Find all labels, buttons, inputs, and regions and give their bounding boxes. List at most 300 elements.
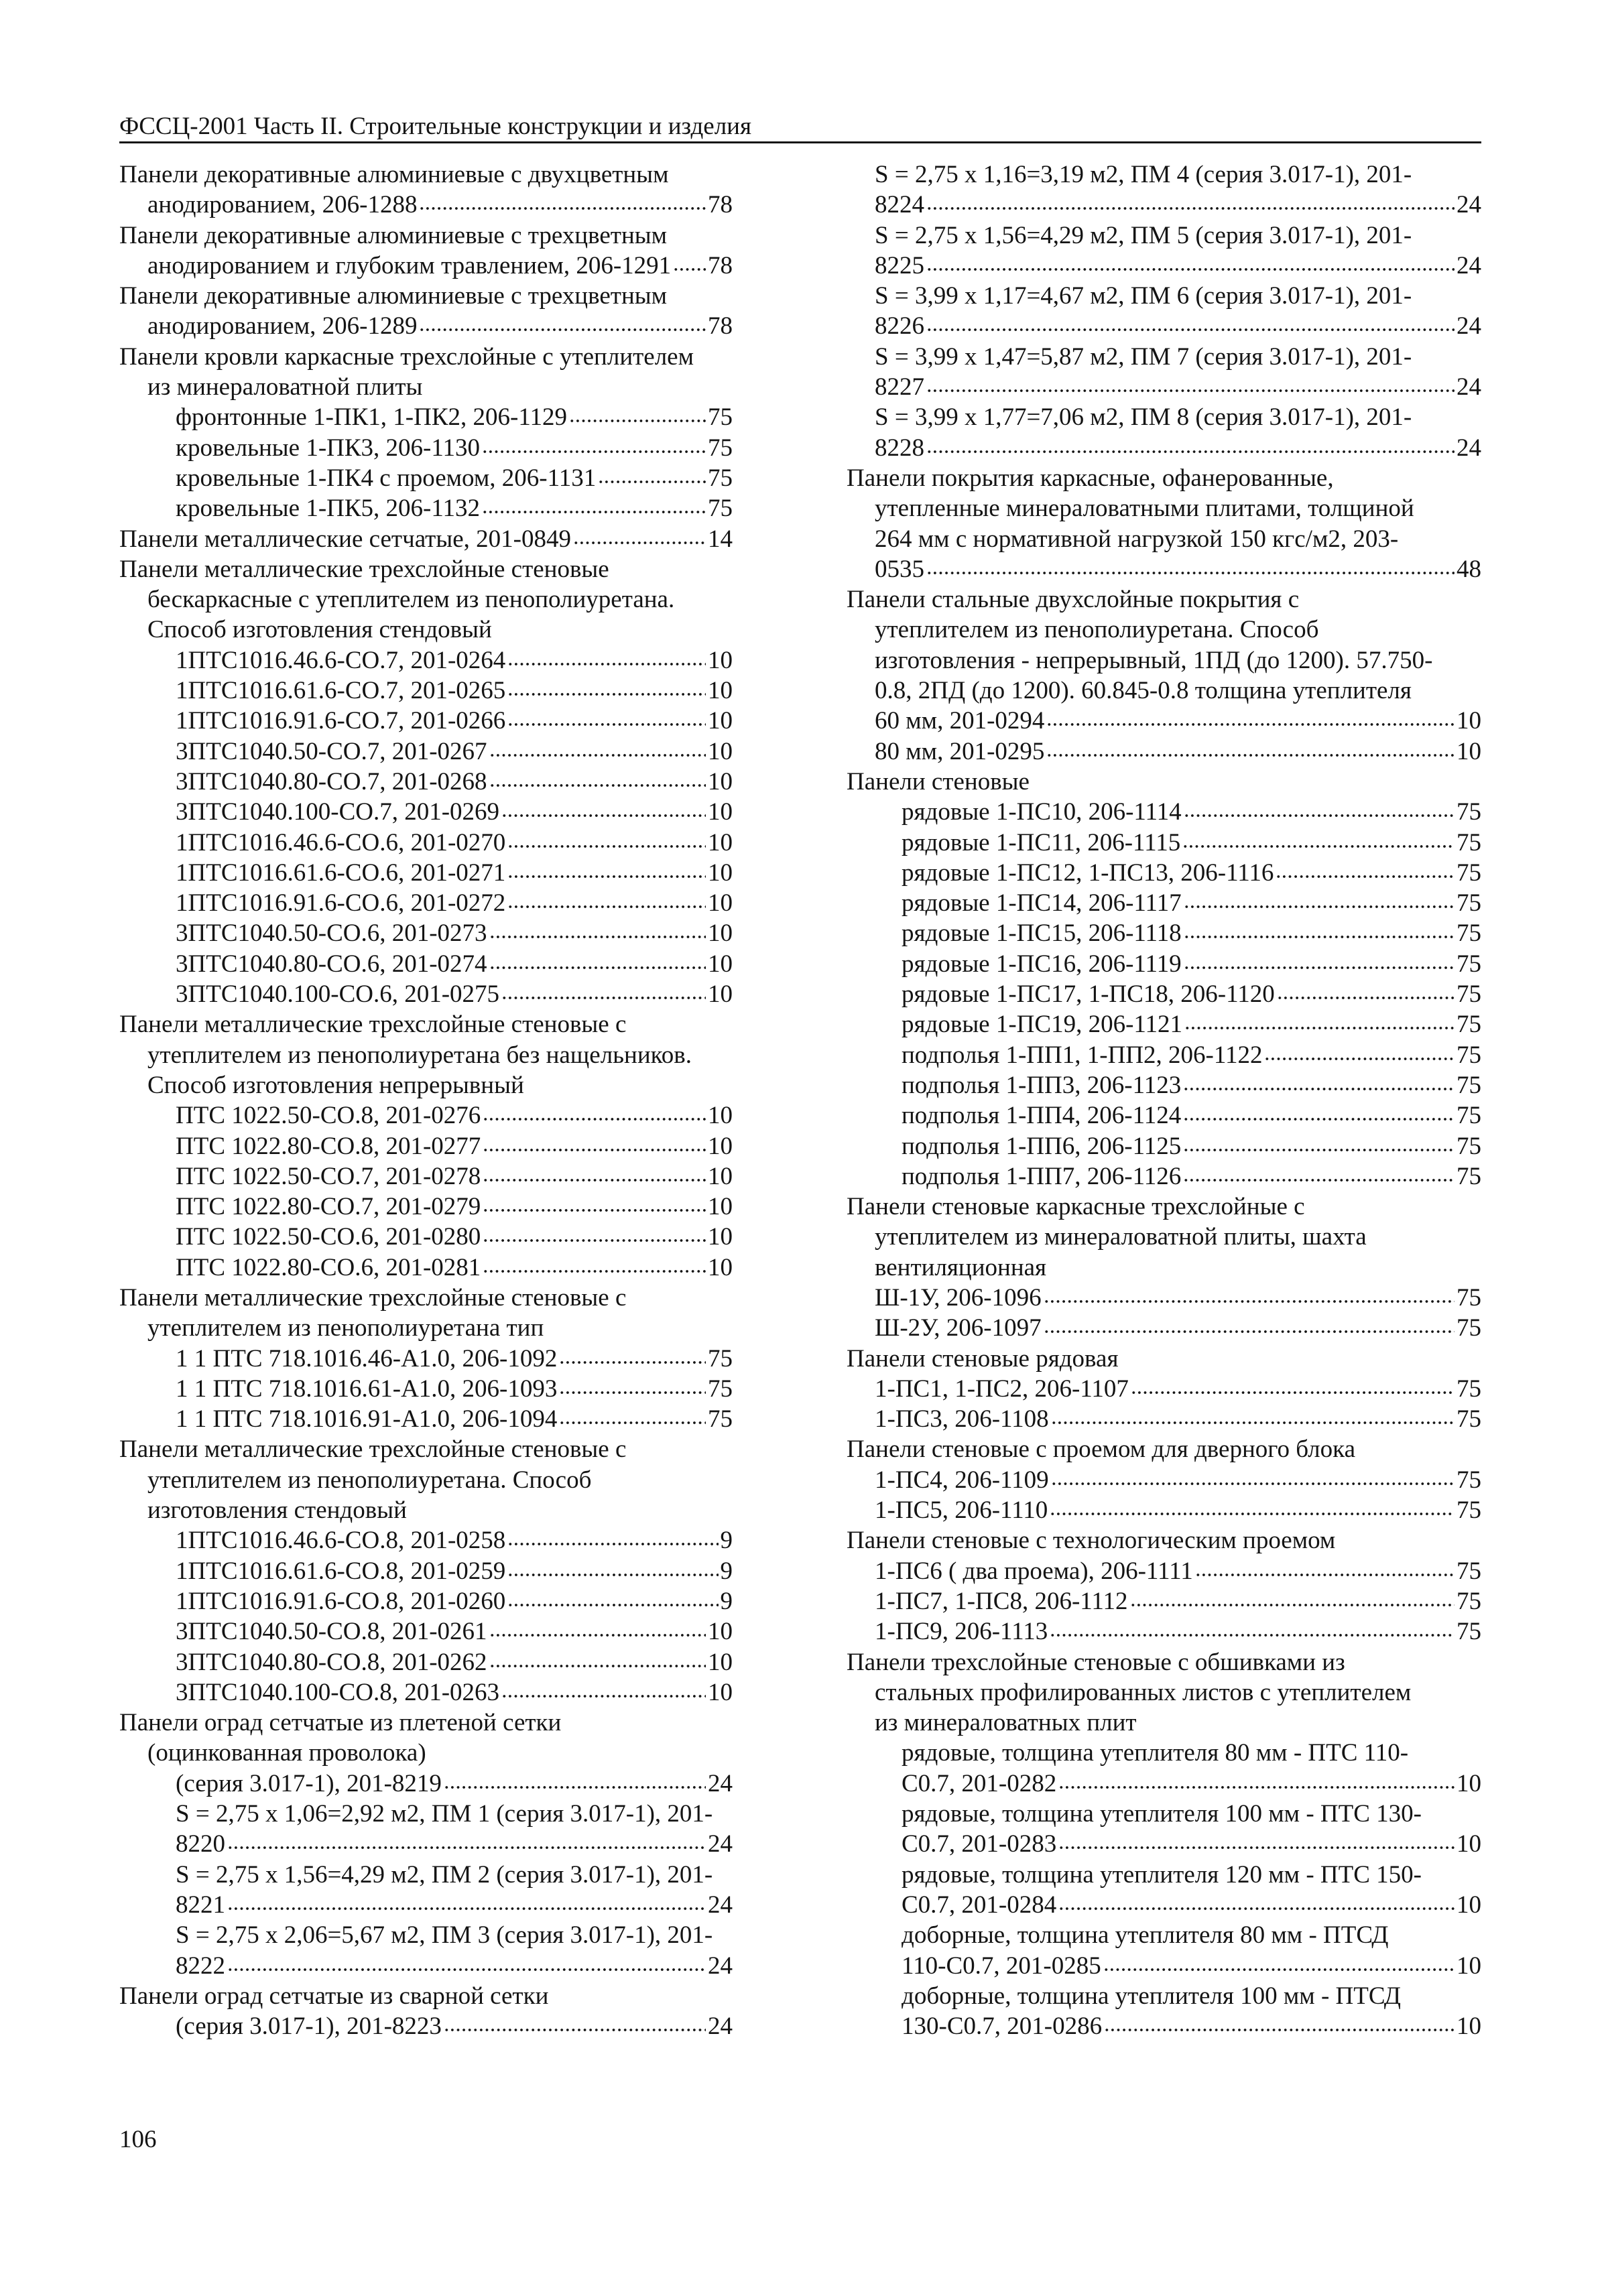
dot-leader [507, 723, 706, 726]
entry-text: Панели металлические трехслойные стеновые с [119, 1011, 627, 1039]
entry-page-number: 75 [1457, 1466, 1481, 1494]
entry-page-number: 75 [1457, 1375, 1481, 1403]
entry-text: 1ПТС1016.91.6-СО.8, 201-0260 [176, 1587, 506, 1615]
entry-text: 3ПТС1040.80-СО.6, 201-0274 [176, 950, 487, 978]
entry-text: 8228 [875, 434, 924, 462]
index-entry [847, 251, 1481, 281]
entry-page-number: 24 [708, 1952, 733, 1980]
entry-text: 1ПТС1016.46.6-СО.6, 201-0270 [176, 828, 506, 856]
index-entry [119, 1009, 733, 1039]
index-entry [847, 1829, 1481, 1859]
entry-text: 1-ПС1, 1-ПС2, 206-1107 [875, 1375, 1129, 1403]
entry-page-number: 24 [708, 1830, 733, 1858]
index-entry [119, 251, 733, 281]
entry-page-number: 75 [1457, 950, 1481, 978]
index-entry [119, 1890, 733, 1920]
dot-leader [482, 450, 706, 453]
index-entry [119, 1344, 733, 1374]
dot-leader [483, 1149, 706, 1151]
entry-text: анодированием, 206-1288 [147, 191, 418, 219]
index-entry [847, 2011, 1481, 2041]
dot-leader [1058, 1786, 1455, 1789]
dot-leader [1184, 966, 1455, 969]
entry-text: 0535 [875, 555, 924, 583]
entry-text: S = 2,75 х 1,06=2,92 м2, ПМ 1 (серия 3.017-1), 201- [176, 1800, 713, 1828]
dot-leader [419, 207, 706, 210]
dot-leader [1184, 1027, 1455, 1029]
entry-text: 8226 [875, 312, 924, 340]
dot-leader [501, 997, 706, 999]
entry-text: ПТС 1022.80-СО.7, 201-0279 [176, 1193, 481, 1221]
dot-leader [489, 784, 706, 787]
entry-text: из минераловатных плит [875, 1709, 1137, 1737]
index-entry [119, 645, 733, 676]
index-entry [119, 1253, 733, 1283]
index-entry [119, 797, 733, 827]
entry-page-number: 10 [708, 707, 733, 735]
index-entry [119, 1040, 733, 1070]
entry-text: Панели металлические трехслойные стеновые с [119, 1283, 627, 1312]
index-entry [119, 949, 733, 979]
entry-text: 130-С0.7, 201-0286 [902, 2013, 1103, 2041]
entry-text: 8222 [176, 1952, 225, 1980]
index-entry [847, 1131, 1481, 1161]
entry-text: стальных профилированных листов с утеплителем [875, 1678, 1412, 1706]
entry-text: рядовые 1-ПС16, 206-1119 [902, 950, 1182, 978]
dot-leader [227, 1968, 706, 1971]
dot-leader [1184, 936, 1455, 938]
index-entry [119, 1677, 733, 1708]
index-entry [847, 1192, 1481, 1222]
entry-page-number: 10 [708, 1193, 733, 1221]
dot-leader [1183, 1179, 1455, 1182]
dot-leader [1183, 1088, 1455, 1090]
entry-page-number: 10 [708, 1678, 733, 1706]
entry-page-number: 75 [1457, 1405, 1481, 1433]
entry-text: изготовления - непрерывный, 1ПД (до 1200). 57.750- [875, 646, 1433, 674]
index-entry [119, 1192, 733, 1222]
index-entry [119, 1313, 733, 1343]
entry-text: вентиляционная [875, 1253, 1047, 1281]
dot-leader [1044, 1300, 1455, 1303]
entry-text: анодированием, 206-1289 [147, 312, 418, 340]
entry-text: 1 1 ПТС 718.1016.61-А1.0, 206-1093 [176, 1375, 558, 1403]
index-entry [847, 1647, 1481, 1677]
index-entry [847, 828, 1481, 858]
entry-text: ПТС 1022.80-СО.6, 201-0281 [176, 1253, 481, 1281]
index-entry [119, 676, 733, 706]
entry-page-number: 24 [708, 1891, 733, 1919]
dot-leader [1050, 1634, 1455, 1637]
index-entry [119, 372, 733, 402]
entry-text: рядовые, толщина утеплителя 80 мм - ПТС 110- [902, 1739, 1409, 1767]
entry-page-number: 10 [1457, 707, 1481, 735]
dot-leader [1051, 1421, 1455, 1424]
entry-text: ПТС 1022.80-СО.8, 201-0277 [176, 1132, 481, 1160]
header-title: ФССЦ-2001 Часть II. Строительные конструкции и изделия [119, 113, 751, 140]
entry-text: утеплителем из пенополиуретана. Способ [875, 616, 1319, 644]
index-entry [847, 979, 1481, 1009]
dot-leader [489, 1634, 706, 1637]
entry-page-number: 24 [1457, 434, 1481, 462]
index-entry [847, 463, 1481, 493]
entry-page-number: 75 [708, 434, 733, 462]
entry-page-number: 10 [708, 919, 733, 948]
index-entry [119, 2011, 733, 2041]
dot-leader [419, 328, 706, 331]
index-entry [847, 493, 1481, 523]
entry-text: рядовые 1-ПС15, 206-1118 [902, 919, 1182, 948]
entry-page-number: 10 [708, 1648, 733, 1676]
entry-page-number: 10 [708, 1618, 733, 1646]
entry-text: (серия 3.017-1), 201-8223 [176, 2013, 442, 2041]
dot-leader [926, 207, 1455, 210]
index-entry [847, 1313, 1481, 1343]
index-entry [847, 1374, 1481, 1404]
entry-text: 1ПТС1016.46.6-СО.7, 201-0264 [176, 646, 506, 674]
entry-text: 8220 [176, 1830, 225, 1858]
entry-page-number: 10 [708, 798, 733, 826]
index-entry [847, 1769, 1481, 1799]
dot-leader [489, 754, 706, 757]
dot-leader [489, 966, 706, 969]
dot-leader [1131, 1391, 1455, 1394]
index-entry [847, 1981, 1481, 2011]
index-entry [119, 1434, 733, 1464]
index-entry [847, 1556, 1481, 1586]
dot-leader [1183, 1149, 1455, 1151]
index-entry [847, 1434, 1481, 1464]
index-entry [119, 1769, 733, 1799]
entry-page-number: 75 [1457, 1557, 1481, 1585]
index-entry [847, 797, 1481, 827]
index-entry [119, 888, 733, 918]
dot-leader [926, 268, 1455, 271]
dot-leader [507, 693, 706, 696]
entry-page-number: 24 [1457, 191, 1481, 219]
entry-text: рядовые 1-ПС12, 1-ПС13, 206-1116 [902, 858, 1274, 887]
index-entry [119, 1525, 733, 1555]
index-entry [119, 1647, 733, 1677]
entry-text: S = 3,99 х 1,77=7,06 м2, ПМ 8 (серия 3.017-1), 201- [875, 403, 1412, 432]
dot-leader [483, 1270, 706, 1273]
dot-leader [569, 420, 706, 422]
entry-text: Панели оград сетчатые из сварной сетки [119, 1982, 549, 2010]
dot-leader [1184, 905, 1455, 908]
entry-text: рядовые, толщина утеплителя 120 мм - ПТС 150- [902, 1860, 1422, 1889]
entry-text: (серия 3.017-1), 201-8219 [176, 1769, 442, 1797]
entry-page-number: 78 [708, 251, 733, 279]
index-entry [847, 1009, 1481, 1039]
index-entry [847, 615, 1481, 645]
entry-page-number: 10 [708, 1253, 733, 1281]
dot-leader [598, 481, 706, 483]
index-entry [847, 1495, 1481, 1525]
index-entry [847, 706, 1481, 736]
entry-text: 3ПТС1040.50-СО.7, 201-0267 [176, 737, 487, 765]
dot-leader [489, 1665, 706, 1667]
entry-text: Панели стальные двухслойные покрытия с [847, 586, 1300, 614]
entry-text: утеплителем из пенополиуретана без нащельников. [147, 1041, 692, 1069]
entry-text: 80 мм, 201-0295 [875, 737, 1045, 765]
dot-leader [926, 450, 1455, 453]
dot-leader [559, 1421, 706, 1424]
entry-text: S = 2,75 х 1,56=4,29 м2, ПМ 5 (серия 3.017-1), 201- [875, 221, 1412, 249]
entry-text: 1ПТС1016.46.6-СО.8, 201-0258 [176, 1527, 506, 1555]
entry-text: ПТС 1022.50-СО.7, 201-0278 [176, 1162, 481, 1190]
index-entry [119, 1829, 733, 1859]
entry-text: Панели стеновые рядовая [847, 1344, 1119, 1373]
index-entry [119, 1981, 733, 2011]
entry-text: 3ПТС1040.50-СО.6, 201-0273 [176, 919, 487, 948]
dot-leader [444, 2029, 706, 2031]
index-entry [119, 615, 733, 645]
entry-page-number: 10 [708, 980, 733, 1009]
entry-page-number: 9 [720, 1587, 733, 1615]
dot-leader [227, 1907, 706, 1910]
entry-text: Панели стеновые [847, 767, 1030, 795]
dot-leader [507, 845, 706, 848]
entry-page-number: 24 [708, 1769, 733, 1797]
entry-page-number: 10 [708, 858, 733, 887]
entry-page-number: 78 [708, 191, 733, 219]
index-entry [119, 858, 733, 888]
dot-leader [1195, 1574, 1455, 1576]
entry-text: Панели декоративные алюминиевые с трехцветным [119, 282, 668, 310]
index-entry [847, 1738, 1481, 1768]
index-entry [847, 281, 1481, 311]
index-entry [847, 858, 1481, 888]
entry-page-number: 75 [1457, 1162, 1481, 1190]
index-entry [119, 524, 733, 554]
entry-page-number: 75 [1457, 1071, 1481, 1099]
entry-text: доборные, толщина утеплителя 100 мм - ПТСД [902, 1982, 1401, 2010]
entry-text: 3ПТС1040.100-СО.8, 201-0263 [176, 1678, 500, 1706]
entry-page-number: 75 [1457, 1102, 1481, 1130]
entry-page-number: 75 [1457, 828, 1481, 856]
index-entry [847, 676, 1481, 706]
entry-text: Панели декоративные алюминиевые с трехцветным [119, 221, 668, 249]
index-entry [119, 1556, 733, 1586]
index-entry [119, 311, 733, 341]
index-entry [119, 1860, 733, 1890]
dot-leader [507, 875, 706, 878]
index-entry [847, 1860, 1481, 1890]
entry-text: рядовые 1-ПС19, 206-1121 [902, 1011, 1183, 1039]
entry-page-number: 24 [1457, 312, 1481, 340]
dot-leader [1050, 1513, 1455, 1515]
entry-page-number: 10 [1457, 2013, 1481, 2041]
index-entry [119, 463, 733, 493]
entry-text: 1ПТС1016.61.6-СО.7, 201-0265 [176, 677, 506, 705]
entry-text: 8224 [875, 191, 924, 219]
entry-text: доборные, толщина утеплителя 80 мм - ПТСД [902, 1921, 1389, 1950]
index-entry [847, 1708, 1481, 1738]
dot-leader [483, 1209, 706, 1212]
dot-leader [483, 1179, 706, 1182]
page-number: 106 [119, 2126, 157, 2153]
entry-text: рядовые 1-ПС17, 1-ПС18, 206-1120 [902, 980, 1275, 1009]
dot-leader [501, 1695, 706, 1698]
index-entry [119, 584, 733, 615]
entry-text: утепленные минераловатными плитами, толщиной [875, 495, 1414, 523]
index-entry [119, 1161, 733, 1192]
entry-text: 0.8, 2ПД (до 1200). 60.845-0.8 толщина утеплителя [875, 677, 1412, 705]
entry-page-number: 14 [708, 525, 733, 553]
running-header [119, 112, 1481, 143]
entry-page-number: 75 [1457, 858, 1481, 887]
entry-text: кровельные 1-ПК5, 206-1132 [176, 495, 480, 523]
entry-text: 110-С0.7, 201-0285 [902, 1952, 1101, 1980]
index-entry [119, 402, 733, 432]
index-entry [847, 524, 1481, 554]
entry-text: утеплителем из пенополиуретана тип [147, 1314, 544, 1342]
entry-page-number: 75 [1457, 980, 1481, 1009]
entry-page-number: 10 [1457, 1891, 1481, 1919]
index-entry [847, 767, 1481, 797]
index-entry [847, 1677, 1481, 1708]
entry-text: подполья 1-ПП6, 206-1125 [902, 1132, 1182, 1160]
entry-page-number: 10 [1457, 737, 1481, 765]
entry-text: из минераловатной плиты [147, 373, 423, 401]
entry-text: С0.7, 201-0282 [902, 1769, 1057, 1797]
index-entry [119, 190, 733, 220]
index-entry [119, 1404, 733, 1434]
entry-text: рядовые 1-ПС14, 206-1117 [902, 889, 1182, 917]
entry-page-number: 10 [708, 646, 733, 674]
dot-leader [501, 814, 706, 817]
entry-page-number: 75 [1457, 889, 1481, 917]
entry-text: 1-ПС4, 206-1109 [875, 1466, 1049, 1494]
index-entry [847, 888, 1481, 918]
entry-page-number: 10 [708, 1102, 733, 1130]
index-entry [847, 1525, 1481, 1555]
entry-page-number: 75 [1457, 1132, 1481, 1160]
entry-text: S = 2,75 х 2,06=5,67 м2, ПМ 3 (серия 3.017-1), 201- [176, 1921, 713, 1950]
index-entry [119, 1495, 733, 1525]
entry-page-number: 10 [708, 889, 733, 917]
index-entry [847, 342, 1481, 372]
entry-text: 3ПТС1040.50-СО.8, 201-0261 [176, 1618, 487, 1646]
index-entry [847, 1100, 1481, 1131]
index-entry [847, 1070, 1481, 1100]
index-entry [119, 737, 733, 767]
entry-page-number: 78 [708, 312, 733, 340]
entry-text: ПТС 1022.50-СО.8, 201-0276 [176, 1102, 481, 1130]
entry-text: утеплителем из минераловатной плиты, шахта [875, 1223, 1367, 1251]
entry-text: рядовые 1-ПС11, 206-1115 [902, 828, 1181, 856]
entry-text: 1-ПС9, 206-1113 [875, 1618, 1048, 1646]
entry-page-number: 9 [720, 1527, 733, 1555]
entry-text: Панели покрытия каркасные, офанерованные, [847, 464, 1334, 492]
dot-leader [926, 328, 1455, 331]
index-entry [119, 918, 733, 948]
dot-leader [507, 1543, 718, 1545]
entry-page-number: 75 [1457, 798, 1481, 826]
entry-text: Ш-1У, 206-1096 [875, 1283, 1042, 1312]
entry-text: С0.7, 201-0283 [902, 1830, 1057, 1858]
index-entry [847, 1586, 1481, 1616]
index-entry [847, 1951, 1481, 1981]
index-entry [119, 433, 733, 463]
entry-page-number: 24 [708, 2013, 733, 2041]
dot-leader [1044, 1330, 1455, 1333]
entry-text: 1 1 ПТС 718.1016.91-А1.0, 206-1094 [176, 1405, 558, 1433]
index-entry [847, 160, 1481, 190]
entry-text: фронтонные 1-ПК1, 1-ПК2, 206-1129 [176, 403, 567, 432]
index-entry [119, 828, 733, 858]
dot-leader [926, 389, 1455, 392]
entry-page-number: 75 [1457, 1041, 1481, 1069]
entry-text: 8221 [176, 1891, 225, 1919]
index-entry [119, 979, 733, 1009]
dot-leader [1182, 845, 1455, 848]
index-entry [847, 1404, 1481, 1434]
index-entry [119, 493, 733, 523]
entry-page-number: 75 [1457, 1496, 1481, 1525]
entry-page-number: 10 [1457, 1952, 1481, 1980]
index-column-left [119, 160, 733, 2041]
dot-leader [1046, 723, 1455, 726]
entry-text: 1-ПС3, 206-1108 [875, 1405, 1049, 1433]
entry-page-number: 75 [708, 1344, 733, 1373]
index-entry [119, 767, 733, 797]
entry-text: S = 2,75 х 1,56=4,29 м2, ПМ 2 (серия 3.017-1), 201- [176, 1860, 713, 1889]
index-entry [847, 645, 1481, 676]
entry-page-number: 75 [1457, 1011, 1481, 1039]
entry-page-number: 10 [708, 1132, 733, 1160]
entry-text: кровельные 1-ПК3, 206-1130 [176, 434, 480, 462]
entry-text: 1ПТС1016.91.6-СО.6, 201-0272 [176, 889, 506, 917]
entry-text: рядовые 1-ПС10, 206-1114 [902, 798, 1182, 826]
index-entry [847, 554, 1481, 584]
entry-page-number: 75 [708, 403, 733, 432]
index-entry [119, 1465, 733, 1495]
index-entry [119, 1070, 733, 1100]
entry-text: Панели стеновые с технологическим проемом [847, 1527, 1336, 1555]
entry-text: 1-ПС7, 1-ПС8, 206-1112 [875, 1587, 1128, 1615]
index-entry [847, 1283, 1481, 1313]
dot-leader [483, 1239, 706, 1242]
index-entry [847, 1344, 1481, 1374]
entry-text: 264 мм с нормативной нагрузкой 150 кгс/м2, 203- [875, 525, 1399, 553]
entry-text: Панели стеновые каркасные трехслойные с [847, 1193, 1305, 1221]
entry-text: S = 3,99 х 1,17=4,67 м2, ПМ 6 (серия 3.017-1), 201- [875, 282, 1412, 310]
dot-leader [1277, 997, 1455, 999]
index-entry [847, 190, 1481, 220]
entry-text: бескаркасные с утеплителем из пенополиуретана. [147, 586, 675, 614]
entry-text: 8225 [875, 251, 924, 279]
entry-text: 3ПТС1040.100-СО.7, 201-0269 [176, 798, 500, 826]
dot-leader [559, 1391, 706, 1394]
entry-text: кровельные 1-ПК4 с проемом, 206-1131 [176, 464, 597, 492]
index-entry [847, 1161, 1481, 1192]
entry-page-number: 48 [1457, 555, 1481, 583]
entry-text: рядовые, толщина утеплителя 100 мм - ПТС 130- [902, 1800, 1422, 1828]
entry-text: Панели стеновые с проемом для дверного блока [847, 1436, 1355, 1464]
entry-page-number: 10 [708, 1223, 733, 1251]
dot-leader [1130, 1604, 1455, 1606]
index-entry [847, 1920, 1481, 1950]
index-entry [847, 1253, 1481, 1283]
dot-leader [926, 572, 1455, 574]
entry-text: S = 2,75 х 1,16=3,19 м2, ПМ 4 (серия 3.017-1), 201- [875, 161, 1412, 188]
dot-leader [573, 541, 706, 544]
entry-text: S = 3,99 х 1,47=5,87 м2, ПМ 7 (серия 3.017-1), 201- [875, 342, 1412, 371]
dot-leader [1104, 2029, 1455, 2031]
index-entry [119, 1100, 733, 1131]
entry-text: 3ПТС1040.80-СО.8, 201-0262 [176, 1648, 487, 1676]
